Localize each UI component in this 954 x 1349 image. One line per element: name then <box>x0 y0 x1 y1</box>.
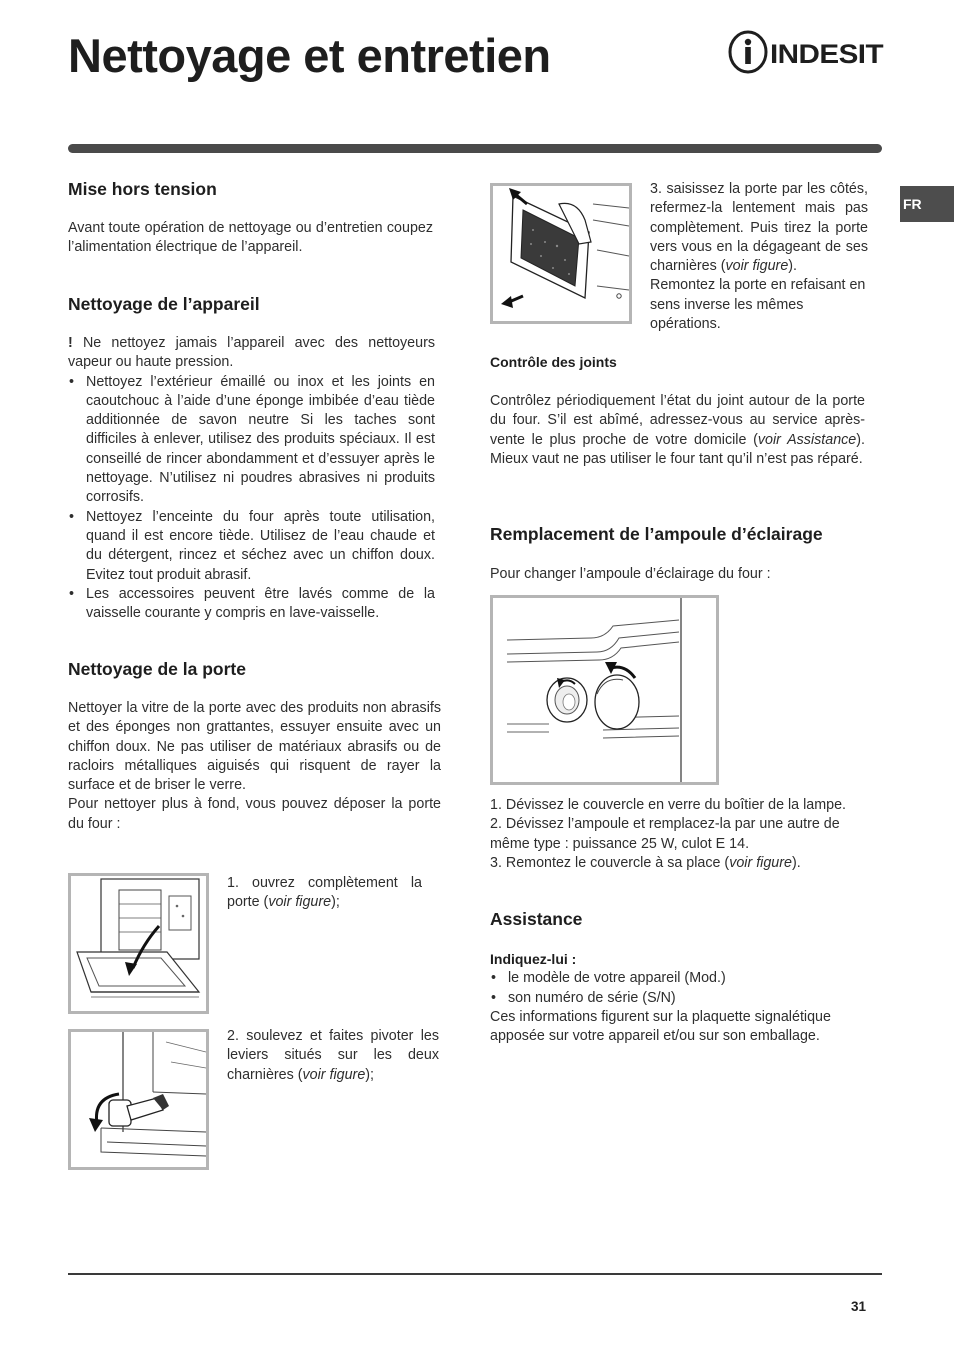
controle-joints-text <box>490 392 865 469</box>
step-1-paragraph: 1. ouvrez complètement la porte (voir figure); <box>227 875 422 911</box>
header-rule <box>68 144 882 153</box>
heading-nettoyage-porte: Nettoyage de la porte <box>68 659 246 679</box>
list-item: • le modèle de votre appareil (Mod.) <box>490 969 865 988</box>
figure-lamp <box>490 595 719 785</box>
warning-icon: ! <box>68 335 73 351</box>
heading-assistance: Assistance <box>490 909 583 929</box>
assistance-text <box>490 950 865 1046</box>
mise-hors-tension-text <box>68 219 433 258</box>
lamp-illustration <box>493 598 716 782</box>
figure-hinge-lever <box>68 1029 209 1170</box>
language-tab: FR <box>900 186 954 222</box>
step-1-text <box>227 874 422 913</box>
ampoule-steps <box>490 796 865 873</box>
ampoule-intro <box>490 565 865 584</box>
assistance-subheading: Indiquez-lui : <box>490 951 577 967</box>
figure-remove-door <box>490 183 632 324</box>
porte-paragraph-1: Nettoyer la vitre de la porte avec des produits non abrasifs et des éponges non grattantes, essuyer ensuite avec un chiffon doux. Ne pas utiliser de matériaux abrasifs ou de racloirs métalliques aiguisés qui risquent de rayer la surface et de briser le verre. <box>68 700 441 794</box>
figure-open-door <box>68 873 209 1014</box>
assistance-paragraph: Ces informations figurent sur la plaquette signalétique apposée sur votre appareil et/ou sur son emballage. <box>490 1008 831 1045</box>
ampoule-step-3: 3. Remontez le couvercle à sa place (voir figure). <box>490 854 801 871</box>
heading-remplacement-ampoule: Remplacement de l’ampoule d’éclairage <box>490 524 823 544</box>
nettoyage-porte-text <box>68 699 441 834</box>
step-3-paragraph-b: Remontez la porte en refaisant en sens inverse les mêmes opérations. <box>650 277 866 333</box>
heading-controle-joints: Contrôle des joints <box>490 354 617 370</box>
list-item: • Nettoyez l’extérieur émaillé ou inox et les joints en caoutchouc à l’aide d’une éponge imbibée d’eau tiède additionnée de savon neutre Si les taches sont difficiles à enlever, utilisez des produits spéciaux. Il est conseillé de rincer abondamment et d’essuyer après le nettoyage. N’utilisez ni poudres abrasives ni produits corrosifs. <box>68 373 435 508</box>
list-item: • Les accessoires peuvent être lavés comme de la vaisselle courante y compris en lave-vaisselle. <box>68 585 435 624</box>
controle-joints-paragraph: Contrôlez périodiquement l’état du joint autour de la porte du four. S’il est abîmé, adressez-vous au service après-vente le plus proche de votre domicile (voir Assistance). Mieux vaut ne pas utiliser le four tant qu’il n’est pas réparé. <box>490 393 865 467</box>
heading-nettoyage-appareil: Nettoyage de l’appareil <box>68 294 260 314</box>
footer-rule <box>68 1273 882 1275</box>
warning-text: Ne nettoyez jamais l’appareil avec des nettoyeurs vapeur ou haute pression. <box>68 335 435 371</box>
step-2-paragraph: 2. soulevez et faites pivoter les leviers situés sur les deux charnières (voir figure); <box>227 1028 439 1083</box>
ampoule-step-1: 1. Dévissez le couvercle en verre du boîtier de la lampe. <box>490 797 847 813</box>
ampoule-intro-paragraph: Pour changer l’ampoule d’éclairage du four : <box>490 566 771 582</box>
list-item: • Nettoyez l’enceinte du four après toute utilisation, quand il est encore tiède. Utilisez de l’eau chaude et du détergent, rincez et séchez avec un chiffon doux. Evitez tout produit abrasif. <box>68 508 435 585</box>
list-item: • son numéro de série (S/N) <box>490 989 865 1008</box>
porte-paragraph-2: Pour nettoyer plus à fond, vous pouvez déposer la porte du four : <box>68 796 441 832</box>
step-3-text <box>650 180 868 334</box>
heading-mise-hors-tension: Mise hors tension <box>68 179 217 199</box>
step-3-paragraph: 3. saisissez la porte par les côtés, refermez-la lentement mais pas complètement. Puis tirez la porte vers vous en la dégageant de ses charnières (voir figure). <box>650 181 868 275</box>
ampoule-step-2: 2. Dévissez l’ampoule et remplacez-la par une autre de même type : puissance 25 W, culot E 14. <box>490 816 840 852</box>
remove-door-illustration <box>493 186 629 321</box>
open-door-illustration <box>71 876 206 1011</box>
hinge-lever-illustration <box>71 1032 206 1167</box>
assistance-bullets <box>490 969 865 1008</box>
nettoyage-appareil-text <box>68 334 435 623</box>
page-number: 31 <box>851 1299 867 1314</box>
cleaning-bullets <box>68 373 435 624</box>
page-title: Nettoyage et entretien <box>68 29 551 82</box>
step-2-text <box>227 1027 439 1085</box>
warning-paragraph <box>68 334 435 373</box>
brand-logo <box>727 30 885 74</box>
mise-hors-tension-paragraph: Avant toute opération de nettoyage ou d’entretien coupez l’alimentation électrique de l’appareil. <box>68 220 433 256</box>
brand-logo-text: INDESIT <box>770 39 885 69</box>
